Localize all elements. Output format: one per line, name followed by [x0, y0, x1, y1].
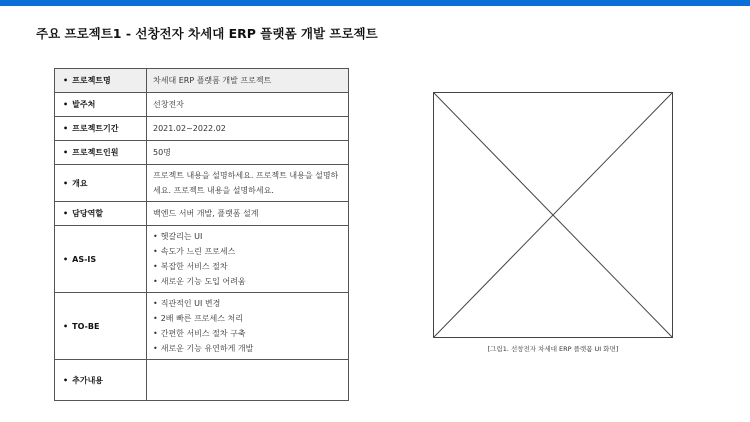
- row-headcount: [55, 141, 349, 165]
- row-as-is: [55, 226, 349, 293]
- bullet-icon: •: [63, 124, 69, 133]
- row-value: 50명: [147, 141, 349, 165]
- row-key: • TO-BE: [55, 293, 147, 360]
- row-key: • 개요: [55, 165, 147, 202]
- bullet-icon: •: [63, 209, 69, 218]
- bullet-icon: •: [63, 148, 69, 157]
- to-be-list: [153, 296, 342, 356]
- row-role: [55, 202, 349, 226]
- list-item: • 새로운 기능 도입 어려움: [153, 277, 246, 286]
- row-value: 선창전자: [147, 93, 349, 117]
- list-item: • 헷갈리는 UI: [153, 232, 203, 241]
- row-overview: [55, 165, 349, 202]
- list-item: • 속도가 느린 프로세스: [153, 247, 236, 256]
- list-item: • 새로운 기능 유연하게 개발: [153, 344, 254, 353]
- list-item: • 직관적인 UI 변경: [153, 299, 221, 308]
- row-key: • AS-IS: [55, 226, 147, 293]
- bullet-icon: •: [63, 321, 69, 331]
- page-title: 주요 프로젝트1 - 선창전자 차세대 ERP 플랫폼 개발 프로젝트: [36, 26, 378, 41]
- project-info-table: [54, 68, 349, 401]
- row-key: • 발주처: [55, 93, 147, 117]
- row-value: 2021.02~2022.02: [147, 117, 349, 141]
- row-period: [55, 117, 349, 141]
- as-is-list: [153, 229, 342, 289]
- top-accent-bar: [0, 0, 750, 6]
- list-item: • 간편한 서비스 절차 구축: [153, 329, 246, 338]
- bullet-icon: •: [63, 178, 69, 188]
- row-key: • 프로젝트인원: [55, 141, 147, 165]
- row-value: 프로젝트 내용을 설명하세요. 프로젝트 내용을 설명하세요. 프로젝트 내용을 설명하세요.: [147, 165, 349, 202]
- row-to-be: [55, 293, 349, 360]
- list-item: • 복잡한 서비스 절차: [153, 262, 228, 271]
- row-project-name: [55, 69, 349, 93]
- row-key: • 담당역할: [55, 202, 147, 226]
- row-additional: [55, 360, 349, 401]
- row-key: • 프로젝트기간: [55, 117, 147, 141]
- row-key: • 추가내용: [55, 360, 147, 401]
- row-key: • 프로젝트명: [55, 69, 147, 93]
- row-value: [147, 293, 349, 360]
- row-value: 백엔드 서버 개발, 플랫폼 설계: [147, 202, 349, 226]
- row-value: [147, 226, 349, 293]
- row-value: 차세대 ERP 플랫폼 개발 프로젝트: [147, 69, 349, 93]
- row-value: [147, 360, 349, 401]
- bullet-icon: •: [63, 254, 69, 264]
- bullet-icon: •: [63, 375, 69, 385]
- bullet-icon: •: [63, 76, 69, 85]
- figure-caption: [그림1. 선창전자 차세대 ERP 플랫폼 UI 화면]: [487, 345, 619, 353]
- image-placeholder: [433, 92, 673, 338]
- image-placeholder-icon: [434, 93, 672, 337]
- list-item: • 2배 빠른 프로세스 처리: [153, 314, 243, 323]
- bullet-icon: •: [63, 100, 69, 109]
- row-client: [55, 93, 349, 117]
